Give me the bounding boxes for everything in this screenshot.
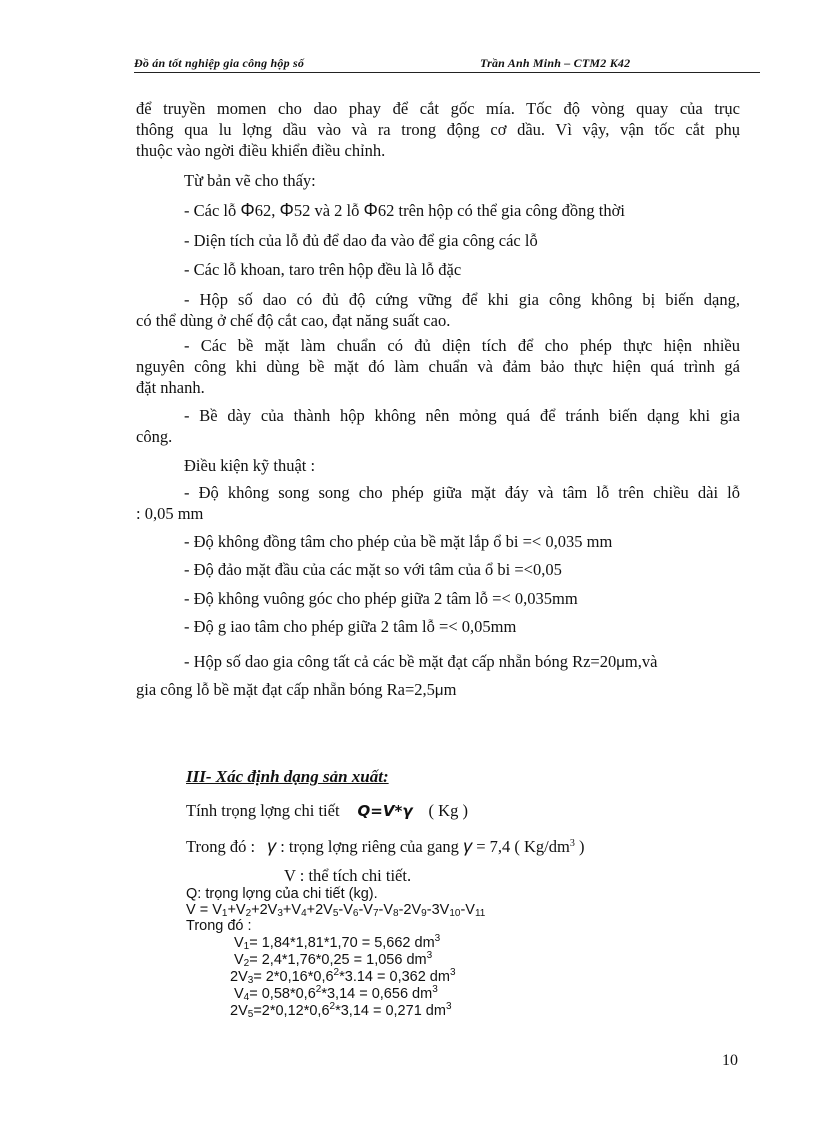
tech-line: - Độ không song song cho phép giữa mặt đáy và tâm lỗ trên chiều dài lỗ [184,483,740,502]
calc-row: $2V_3= 2*0,16*0,6^2*3.14 = 0,362$ $dm^3$ [230,967,456,986]
tech-line: - Độ không đồng tâm cho phép của bề mặt lắp ổ bi =< 0,035 mm [184,532,613,551]
section-heading: III- Xác định dạng sản xuất: [186,767,389,786]
q-desc: Q: trọng lợng của chi tiết (kg). [186,886,378,902]
bullet-line: nguyên công khi dùng bề mặt đó làm chuẩn và đảm bảo thực hiện quá trình gá [136,357,740,376]
phi-symbol: Φ [240,200,255,220]
calc-row: $V_1= 1,84*1,81*1,70 = 5,662$ $dm^3$ [234,933,441,952]
bullet-line: - Các lỗ khoan, taro trên hộp đều là lỗ đặc [184,260,462,279]
intro-line: Từ bản vẽ cho thấy: [184,171,316,190]
v-desc: V : thể tích chi tiết. [284,866,412,885]
body-line: thuộc vào ngời điều khiển điều chỉnh. [136,141,386,160]
holes-bullet: - Các lỗ Φ62, Φ52 và 2 lỗ Φ62 trên hộp có thể gia công đồng thời [184,200,625,220]
bullet-line: - Bề dày của thành hộp không nên mỏng quá để tránh biến dạng khi gia [184,406,740,425]
body-line: để truyền momen cho dao phay để cắt gốc mía. Tốc độ vòng quay của trục [136,99,740,118]
body-line: thông qua lu lợng dầu vào và ra trong động cơ dầu. Vì vậy, vận tốc cắt phụ [136,120,740,139]
volume-formula: $V = V_1+V_2+2V_3+V_4+2V_5-V_6-V_7-V_8-2V_9-3V_{10}-V_{11}$ [186,902,486,919]
bullet-line: công. [136,427,173,446]
weight-line: Tính trọng lợng chi tiết Q=V*γ ( Kg ) [186,801,468,820]
bullet-line: - Diện tích của lỗ đủ để dao đa vào để gia công các lỗ [184,231,538,250]
tech-line: - Hộp số dao gia công tất cả các bề mặt đạt cấp nhẵn bóng Rz=20μm,và [184,652,658,671]
phi-symbol: Φ [363,200,378,220]
weight-formula: Q=V*γ [357,802,413,820]
calc-row: $V_4= 0,58*0,6^2*3,14 = 0,656$ $dm^3$ [234,984,438,1003]
header-right: Trần Anh Minh – CTM2 K42 [480,56,631,70]
page-number: 10 [722,1052,738,1069]
gamma-line: Trong đó : γ : trọng lợng riêng của gang γ = 7,4 ( $Kg/dm^3$ ) [186,836,585,856]
header-rule [134,72,760,73]
where-label: Trong đó : [186,918,252,934]
tech-line: : 0,05 mm [136,504,204,523]
gamma-symbol: γ [463,836,473,856]
bullet-line: đặt nhanh. [136,378,205,397]
bullet-line: có thể dùng ở chế độ cắt cao, đạt năng suất cao. [136,311,451,330]
phi-symbol: Φ [279,200,294,220]
tech-line: - Độ không vuông góc cho phép giữa 2 tâm lỗ =< 0,035mm [184,589,578,608]
header-left: Đồ án tốt nghiệp gia công hộp số [134,56,305,70]
bullet-line: - Các bề mặt làm chuẩn có đủ diện tích để cho phép thực hiện nhiều [184,336,740,355]
mu-symbol: μ [616,654,625,671]
tech-line: - Độ g iao tâm cho phép giữa 2 tâm lỗ =< 0,05mm [184,617,517,636]
gamma-symbol: γ [267,836,277,856]
calc-row: $V_2= 2,4*1,76*0,25 = 1,056$ $dm^3$ [234,950,433,969]
tech-line: gia công lỗ bề mặt đạt cấp nhẵn bóng Ra=2,5μm [136,680,457,699]
calc-row: $2V_5=2*0,12*0,6^2*3,14 = 0,271$ $dm^3$ [230,1001,452,1020]
tech-title: Điều kiện kỹ thuật : [184,456,316,475]
bullet-line: - Hộp số dao có đủ độ cứng vững để khi gia công không bị biến dạng, [184,290,740,309]
tech-line: - Độ đảo mặt đầu của các mặt so với tâm của ổ bi =<0,05 [184,560,562,579]
mu-symbol: μ [434,682,444,699]
